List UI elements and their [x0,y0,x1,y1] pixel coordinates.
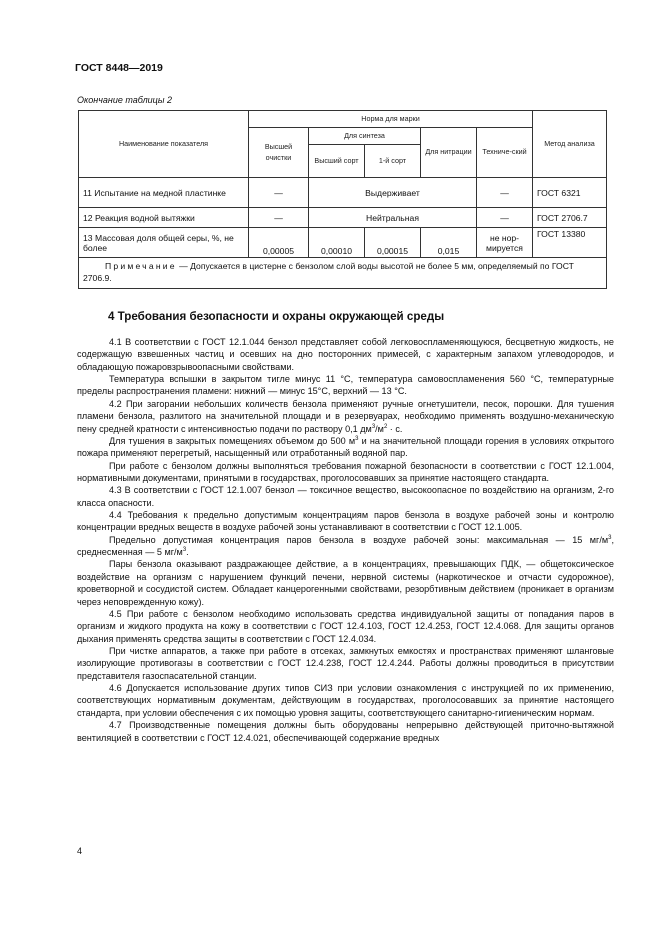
page-number: 4 [77,846,83,856]
header-method: Метод анализа [533,111,607,178]
header-indicator: Наименование показателя [79,111,249,178]
row-technical: — [477,208,533,228]
header-technical: Техниче-ский [477,128,533,178]
table-caption: Окончание таблицы 2 [77,95,172,105]
paragraph: Температура вспышки в закрытом тигле минус 11 °С, температура самовоспламенения 560 °С, температурные пределы распространения пламени: нижний — минус 15°С, верхний — 13 °С. [77,374,614,397]
paragraph: 4.4 Требования к предельно допустимым концентрациям паров бензола в воздухе рабочей зоны и контролю концентрации вредных веществ в воздухе рабочей зоны устанавливают в соответствии с ГОСТ 12.1.005. [77,510,614,533]
row-merged: Выдерживает [309,178,477,208]
paragraph: Для тушения в закрытых помещениях объемом до 500 $м^3$ и на значительной площади горения в условиях открытого пожара применяют перегретый, насыщенный или отработанный водяной пар. [77,435,615,459]
row-method: ГОСТ 2706.7 [533,208,607,228]
note-label: Примечание [105,261,177,272]
body-text [77,336,614,744]
header-norm: Норма для марки [249,111,533,128]
paragraph: 4.7 Производственные помещения должны быть оборудованы непрерывно действующей приточно-вытяжной вентиляцией в соответствии с ГОСТ 12.4.021, обеспечивающей содержание вредных [77,720,614,743]
row-merged: Нейтральная [309,208,477,228]
row-nitration: 0,015 [421,228,477,258]
row-highest: — [249,208,309,228]
paragraph: При чистке аппаратов, а также при работе в отсеках, замкнутых емкостях и пространствах применяют шланговые изолирующие противогазы в соответствии с ГОСТ 12.4.238, ГОСТ 12.4.244. Работы должны проводиться в присутствии представителя газоспасательной станции. [77,645,614,681]
row-higher-grade: 0,00010 [309,228,365,258]
paragraph: При работе с бензолом должны выполняться требования пожарной безопасности в соответствии с ГОСТ 12.1.004, нормативными документами, принятыми в государствах, проголосовавших за принятие настоящего стандарта. [77,460,614,483]
table-row [79,178,607,208]
row-name: 13 Массовая доля общей серы, %, не более [79,228,249,258]
row-technical: не нор-мируется [477,228,533,258]
row-highest: 0,00005 [249,228,309,258]
row-method: ГОСТ 13380 [533,228,607,258]
row-method: ГОСТ 6321 [533,178,607,208]
table-note [79,258,607,289]
note-text: — Допускается в цистерне с бензолом слой воды высотой не более 5 мм, определяемый по ГОСТ 2706.9. [83,261,574,283]
paragraph: 4.1 В соответствии с ГОСТ 12.1.044 бензол представляет собой легковоспламеняющуюся, бесцветную жидкость, не содержащую взвешенных частиц и осевших на дно посторонних примесей, с характерным запахом углеводородов, и обладающую пожаровзрывоопасными свойствами. [77,337,614,372]
header-higher-grade: Высший сорт [309,145,365,178]
header-first-grade: 1-й сорт [365,145,421,178]
document-code: ГОСТ 8448—2019 [75,62,163,74]
table-row [79,228,607,258]
paragraph: 4.2 При загорании небольших количеств бензола применяют ручные огнетушители, песок, порошки. Для тушения пламени бензола, разлитого на значительной площади и в резервуарах, необходимо применять воздушно-механическую пену средней кратности с интенсивностью подачи по раствору 0,1 $дм^3/м^2 \cdot с$. [77,398,614,434]
header-highest: Высшей очистки [249,128,309,178]
row-name: 12 Реакция водной вытяжки [79,208,249,228]
row-name: 11 Испытание на медной пластинке [79,178,249,208]
spec-table [78,110,607,289]
paragraph: Пары бензола оказывают раздражающее действие, а в концентрациях, превышающих ПДК, — общетоксическое воздействие на организм с нарушением функций печени, нервной системы (наркотическое и отчасти судорожное), кроветворной и сосудистой систем. Обладает канцерогенными свойствами, резорбтивным действием (проникает в организм через неповрежденную кожу). [77,559,614,607]
paragraph: 4.3 В соответствии с ГОСТ 12.1.007 бензол — токсичное вещество, высокоопасное по воздействию на организм, 2-го класса опасности. [77,485,614,508]
row-technical: — [477,178,533,208]
paragraph: Предельно допустимая концентрация паров бензола в воздухе рабочей зоны: максимальная — 15 $мг/м^3$, среднесменная — 5 $мг/м^3$. [77,534,614,558]
paragraph: 4.6 Допускается использование других типов СИЗ при условии ознакомления с инструкцией по их применению, соответствующих нормативным документам, действующим в государствах, проголосовавших за принятие настоящего стандарта, при условии обеспечения с их помощью уровня защиты, соответствующего санитарно-гигиеническим нормам. [77,683,614,718]
row-highest: — [249,178,309,208]
row-first-grade: 0,00015 [365,228,421,258]
paragraph: 4.5 При работе с бензолом необходимо использовать средства индивидуальной защиты от попадания паров в организм и жидкого продукта на кожу в соответствии с ГОСТ 12.4.103, ГОСТ 12.4.253, ГОСТ 12.4.068. Для защиты органов дыхания применять средства защиты в соответствии с ГОСТ 12.4.034. [77,608,614,644]
table-row [79,208,607,228]
header-nitration: Для нитрации [421,128,477,178]
header-synthesis: Для синтеза [309,128,421,145]
section-title: 4 Требования безопасности и охраны окружающей среды [108,310,445,323]
